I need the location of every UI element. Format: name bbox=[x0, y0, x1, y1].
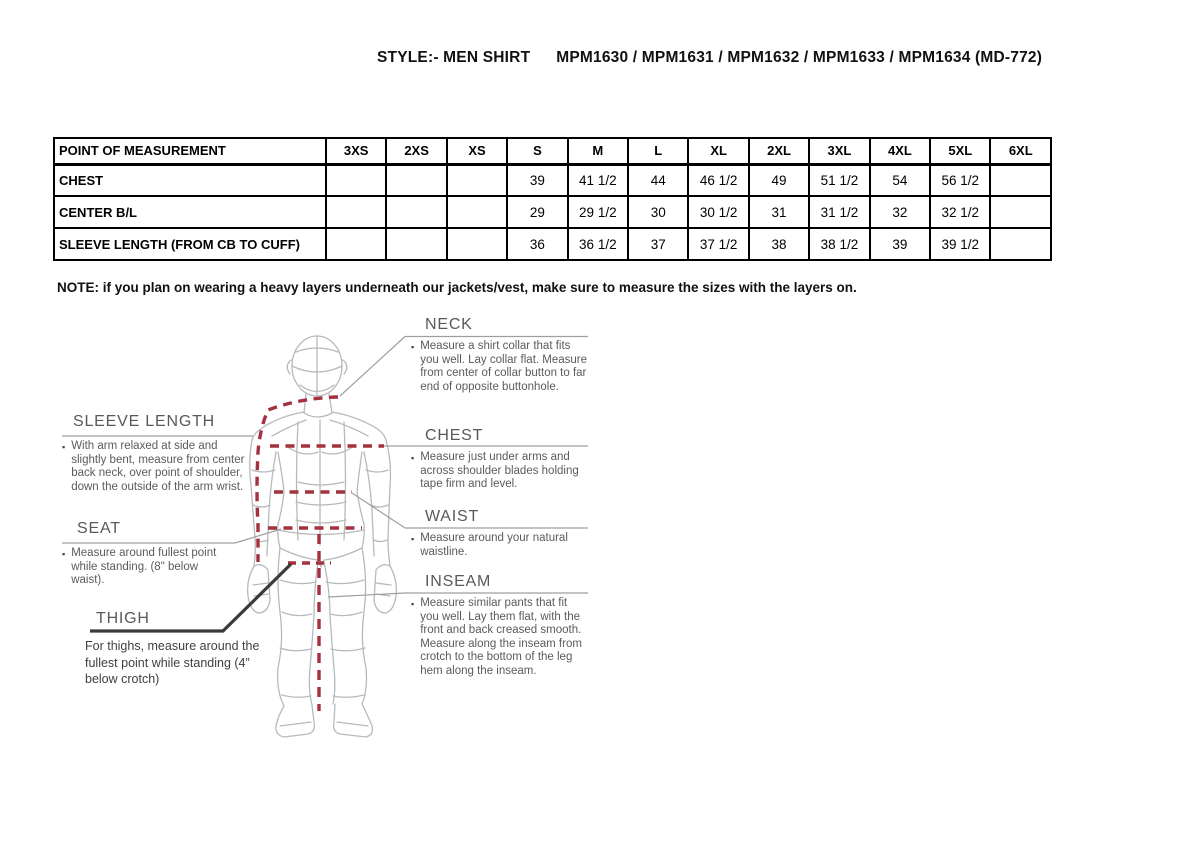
value-cell: 29 1/2 bbox=[568, 196, 628, 228]
value-cell: 30 bbox=[628, 196, 688, 228]
header-cell: 2XL bbox=[749, 138, 809, 164]
header-cell: POINT OF MEASUREMENT bbox=[54, 138, 326, 164]
value-cell: 46 1/2 bbox=[688, 164, 748, 196]
seat-label: SEAT bbox=[77, 520, 121, 537]
seat-description: ▪ Measure around fullest point while standing. (8" below waist). bbox=[62, 547, 217, 587]
inseam-description: ▪ Measure similar pants that fit you well. Lay them flat, with the front and back creased smooth. Measure along the inseam from crotch to the bottom of the leg hem along the inseam. bbox=[411, 597, 582, 677]
inseam-label: INSEAM bbox=[425, 573, 492, 590]
value-cell: 32 bbox=[870, 196, 930, 228]
square-bullet-icon: ▪ bbox=[62, 549, 66, 559]
chest-description: ▪ Measure just under arms and across shoulder blades holding tape firm and level. bbox=[411, 451, 579, 491]
chest-label: CHEST bbox=[425, 427, 484, 444]
value-cell: 39 1/2 bbox=[930, 228, 990, 260]
mannequin-figure bbox=[248, 336, 397, 737]
style-label: STYLE:- MEN SHIRT bbox=[377, 49, 531, 66]
square-bullet-icon: ▪ bbox=[411, 342, 415, 352]
sleeve-length-label: SLEEVE LENGTH bbox=[73, 413, 216, 430]
thigh-label: THIGH bbox=[96, 610, 150, 627]
note-text: NOTE: if you plan on wearing a heavy layers underneath our jackets/vest, make sure to measure the sizes with the layers on. bbox=[57, 280, 857, 295]
value-cell: 56 1/2 bbox=[930, 164, 990, 196]
neck-label: NECK bbox=[425, 316, 473, 333]
thigh-description: For thighs, measure around the fullest point while standing (4” below crotch) bbox=[85, 639, 260, 686]
value-cell: 37 1/2 bbox=[688, 228, 748, 260]
value-cell: 41 1/2 bbox=[568, 164, 628, 196]
header-cell: XS bbox=[447, 138, 507, 164]
style-codes: MPM1630 / MPM1631 / MPM1632 / MPM1633 / MPM1634 (MD-772) bbox=[556, 49, 1043, 66]
value-cell: 32 1/2 bbox=[930, 196, 990, 228]
value-cell: 31 bbox=[749, 196, 809, 228]
value-cell: 36 1/2 bbox=[568, 228, 628, 260]
value-cell: 31 1/2 bbox=[809, 196, 869, 228]
row-label-cell: SLEEVE LENGTH (FROM CB TO CUFF) bbox=[54, 228, 326, 260]
value-cell: 49 bbox=[749, 164, 809, 196]
square-bullet-icon: ▪ bbox=[411, 453, 415, 463]
header-cell: 5XL bbox=[930, 138, 990, 164]
value-cell: 37 bbox=[628, 228, 688, 260]
square-bullet-icon: ▪ bbox=[62, 442, 66, 452]
header-cell: S bbox=[507, 138, 567, 164]
value-cell: 36 bbox=[507, 228, 567, 260]
value-cell: 51 1/2 bbox=[809, 164, 869, 196]
header-cell: 4XL bbox=[870, 138, 930, 164]
value-cell: 30 1/2 bbox=[688, 196, 748, 228]
inseam-connector-line bbox=[328, 593, 405, 597]
value-cell: 44 bbox=[628, 164, 688, 196]
value-cell: 39 bbox=[507, 164, 567, 196]
value-cell: 39 bbox=[870, 228, 930, 260]
row-label-cell: CHEST bbox=[54, 164, 326, 196]
value-cell: 38 1/2 bbox=[809, 228, 869, 260]
header-cell: 6XL bbox=[990, 138, 1051, 164]
waist-description: ▪ Measure around your natural waistline. bbox=[411, 532, 568, 558]
neck-connector-line bbox=[340, 337, 405, 397]
square-bullet-icon: ▪ bbox=[411, 599, 415, 609]
neck-description: ▪ Measure a shirt collar that fits you well. Lay collar flat. Measure from center of collar button to far end of opposite buttonhole. bbox=[411, 340, 588, 393]
header-cell: 3XL bbox=[809, 138, 869, 164]
header-cell: 2XS bbox=[386, 138, 446, 164]
header-cell: XL bbox=[688, 138, 748, 164]
row-label-cell: CENTER B/L bbox=[54, 196, 326, 228]
header-cell: L bbox=[628, 138, 688, 164]
square-bullet-icon: ▪ bbox=[411, 534, 415, 544]
value-cell: 54 bbox=[870, 164, 930, 196]
value-cell: 29 bbox=[507, 196, 567, 228]
sleeve-length-description: ▪ With arm relaxed at side and slightly bent, measure from center back neck, over point of shoulder, down the outside of the arm wrist. bbox=[62, 440, 245, 493]
header-cell: 3XS bbox=[326, 138, 386, 164]
waist-label: WAIST bbox=[425, 508, 480, 525]
header-cell: M bbox=[568, 138, 628, 164]
value-cell: 38 bbox=[749, 228, 809, 260]
